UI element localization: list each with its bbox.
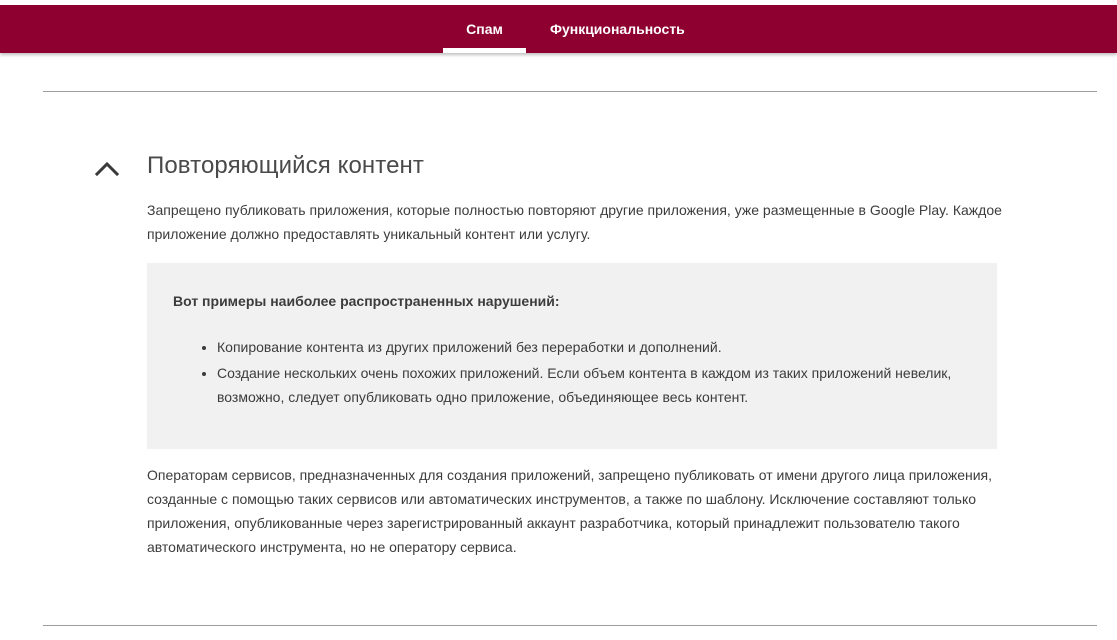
section-divider-top xyxy=(43,91,1097,92)
top-navigation-bar xyxy=(0,0,1117,53)
tab-functionality[interactable] xyxy=(526,5,709,53)
tab-spam[interactable] xyxy=(443,5,526,53)
section-title: Повторяющийся контент xyxy=(147,152,424,179)
chevron-up-icon xyxy=(94,157,120,181)
tab-list xyxy=(443,5,709,53)
list-item: • Копирование контента из других приложений без переработки и дополнений. xyxy=(217,335,1017,359)
examples-callout xyxy=(147,263,997,449)
examples-heading: Вот примеры наиболее распространенных нарушений: xyxy=(173,293,560,309)
examples-list xyxy=(173,335,1017,411)
section-intro: Запрещено публиковать приложения, которые полностью повторяют другие приложения, уже размещенные в Google Play. Каждое приложение должно предоставлять уникальный контент или услугу. xyxy=(147,202,1002,242)
tab-functionality-label: Функциональность xyxy=(550,21,685,37)
section-divider-bottom xyxy=(43,625,1097,626)
operators-paragraph: Операторам сервисов, предназначенных для создания приложений, запрещено публиковать от имени другого лица приложения, созданные с помощью таких сервисов или автоматических инструментов, а также по шаблону. Исключение составляют только приложения, опубликованные через зарегистрированный аккаунт разработчика, который принадлежит пользователю такого автоматического инструмента, но не оператору сервиса. xyxy=(147,467,993,555)
tab-spam-label: Спам xyxy=(466,21,503,37)
collapse-section-button[interactable] xyxy=(94,157,120,181)
list-item: • Создание нескольких очень похожих приложений. Если объем контента в каждом из таких приложений невелик, возможно, следует опубликовать одно приложение, объединяющее весь контент. xyxy=(217,361,1017,409)
